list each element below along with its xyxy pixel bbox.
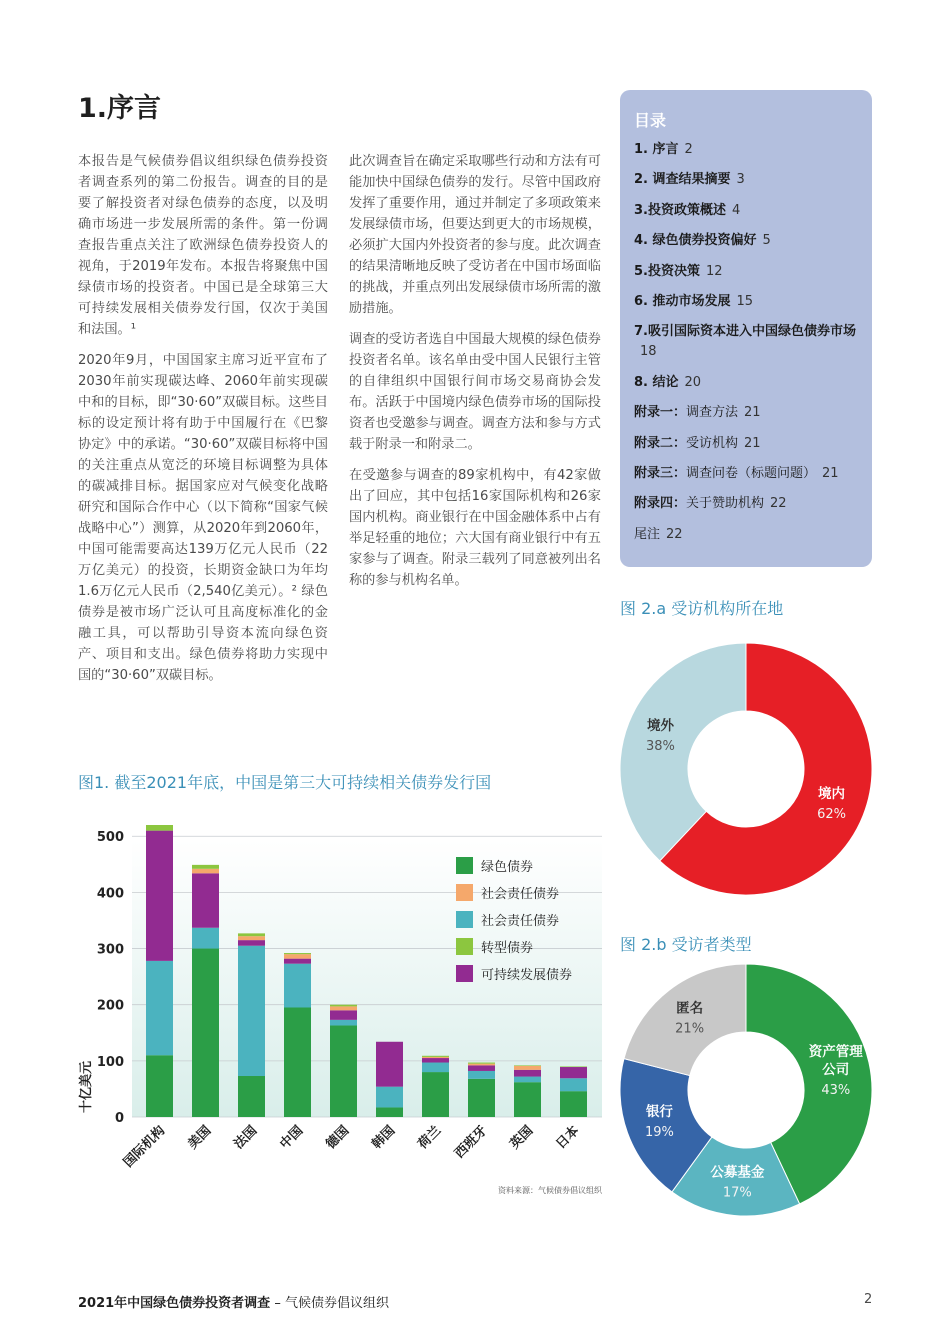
toc-item-sublabel: 受访机构 [686,435,739,451]
y-tick-label: 300 [96,942,124,958]
paragraph: 2020年9月，中国国家主席习近平宣布了2030年前实现碳达峰、2060年前实现碳中和的目标，即“30·60”双碳目标。这些目标的设定预计将有助于中国履行在《巴黎协定》中的承诺。“30·60”双碳目标将中国的关注重点从宽泛的环境目标调整为具体的碳减排目标。据国家应对气候变化战略研究和国际合作中心（以下简称“国家气候战略中心”）测算，从2020年到2060年，中国可能需要高达139万亿元人民币（22万亿美元）的投资，长期资金缺口为年均1.6万亿元人民币（2,540亿美元）。² 绿色债券是被市场广泛认可且高度标准化的金融工具，可以帮助引导资本流向绿色资产、项目和支出。绿色债券将助力实现中国的“30·60”双碳目标。 [78,353,328,683]
footer-report-name: 2021年中国绿色债券投资者调查 [78,1296,271,1311]
bar-segment [514,1082,541,1117]
legend-label: 社会责任债券 [481,887,560,902]
toc-item-page: 22 [770,496,787,512]
toc-item[interactable] [634,201,866,221]
toc-item-label: 附录二： [634,435,687,451]
y-tick-label: 500 [96,830,124,846]
x-tick-label: 日本 [553,1123,583,1153]
donut-slice [624,964,746,1076]
legend-swatch [456,911,473,928]
bar-segment [514,1070,541,1077]
slice-percent: 17% [722,1185,752,1201]
x-tick-label: 德国 [323,1123,353,1153]
toc-title: 目录 [634,111,667,130]
bar-segment [284,1008,311,1118]
bar-segment [238,946,265,1076]
toc-item-page: 15 [736,293,754,309]
bar-segment [284,964,311,1008]
legend-swatch [456,965,473,982]
toc-item-label: 8. 结论 [634,374,679,390]
bar-segment [330,1010,357,1020]
toc-item-sublabel: 调查方法 [686,405,739,421]
bar-segment [330,1006,357,1010]
toc-item[interactable] [634,373,866,393]
x-tick-label: 韩国 [369,1123,399,1153]
toc-item-label: 附录三： [634,465,687,481]
paragraph: 调查的受访者选自中国最大规模的绿色债券投资者名单。该名单由受中国人民银行主管的自律组织中国银行间市场交易商协会发布。活跃于中国境内绿色债券市场的国际投资者也受邀参与调查。调查方法和参与方式载于附录一和附录二。 [349,332,601,452]
bar-segment [560,1067,587,1078]
x-tick-label: 美国 [185,1123,215,1153]
bar-segment [468,1071,495,1079]
y-axis-label: 十亿美元 [79,1060,94,1114]
toc-item[interactable] [634,525,866,545]
bar-chart [70,815,610,1200]
toc-item[interactable] [634,170,866,190]
bar-segment [146,825,173,831]
toc-list [634,140,866,555]
paragraph: 此次调查旨在确定采取哪些行动和方法有可能加快中国绿色债券的发行。尽管中国政府发挥了重要作用，通过并制定了多项政策来发展绿债市场，但要达到更大的市场规模，必须扩大国内外投资者的参与度。此次调查的结果清晰地反映了受访者在中国市场面临的挑战，并重点列出发展绿债市场所需的激励措施。 [349,154,601,316]
bar-segment [422,1063,449,1073]
slice-label: 匿名 [676,1000,704,1017]
toc-item-page: 22 [666,526,683,542]
toc-item[interactable] [634,434,866,454]
bar-segment [514,1066,541,1070]
bar-segment [146,831,173,961]
slice-label: 境外 [646,718,674,735]
toc-item-sublabel: 尾注 [634,526,661,542]
toc-item[interactable] [634,262,866,282]
bar-segment [376,1042,403,1087]
toc-item-label: 4. 绿色债券投资偏好 [634,233,757,249]
bar-segment [330,1025,357,1117]
slice-label: 公司 [822,1061,850,1078]
legend-label: 绿色债券 [481,860,534,875]
slice-label: 境内 [818,785,846,802]
bar-segment [238,940,265,946]
toc-item-sublabel: 关于赞助机构 [686,496,765,512]
bar-segment [468,1063,495,1064]
toc-item-page: 2 [684,142,693,157]
slice-label: 资产管理 [808,1043,863,1060]
x-tick-label: 中国 [277,1123,307,1153]
toc-item-page: 12 [705,263,723,279]
bar-segment [238,1076,265,1117]
bar-segment [192,865,219,869]
paragraph: 在受邀参与调查的89家机构中，有42家做出了回应，其中包括16家国际机构和26家国内机构。商业银行在中国金融体系中占有举足轻重的地位；六大国有商业银行中有五家参与了调查。附录三载列了同意被列出名称的参与机构名单。 [349,468,601,588]
footer-org: – 气候债券倡议组织 [270,1296,389,1311]
toc-item-label: 3.投资政策概述 [634,202,726,218]
toc-item[interactable] [634,140,866,160]
donut-chart-respondent-type [612,960,882,1230]
y-tick-label: 100 [96,1054,124,1070]
slice-label: 公募基金 [710,1164,765,1181]
bar-segment [330,1005,357,1007]
bar-segment [560,1066,587,1067]
slice-percent: 62% [817,806,846,822]
bar-segment [238,936,265,940]
toc-item-label: 5.投资决策 [634,263,700,279]
toc-item-page: 20 [684,374,702,390]
toc-item-page: 21 [822,465,839,481]
bar-segment [192,873,219,927]
intro-column-1 [78,151,328,696]
page-title: 1.序言 [78,93,162,124]
page-number: 2 [864,1292,873,1307]
toc-item-label: 附录一： [634,405,687,421]
bar-segment [468,1064,495,1066]
bar-segment [422,1057,449,1058]
slice-percent: 21% [675,1021,705,1037]
toc-item-page: 3 [736,172,745,188]
bar-segment [468,1079,495,1117]
fig1-title: 图1. 截至2021年底，中国是第三大可持续相关债券发行国 [78,773,492,792]
fig2b-title: 图 2.b 受访者类型 [620,935,752,954]
bar-segment [422,1072,449,1117]
toc-item-page: 18 [640,344,657,360]
toc-item[interactable] [634,292,866,312]
toc-item-label: 6. 推动市场发展 [634,293,731,309]
toc-item-page: 21 [744,405,761,421]
y-tick-label: 200 [96,998,124,1014]
legend-label: 可持续发展债券 [481,968,573,983]
toc-item-page: 21 [744,435,761,451]
bar-segment [192,869,219,873]
toc-item[interactable] [634,322,866,362]
bar-segment [560,1091,587,1117]
bar-segment [238,933,265,936]
legend-swatch [456,938,473,955]
y-tick-label: 0 [114,1111,124,1126]
bar-segment [192,949,219,1117]
source-note: 资料来源：气候债券倡议组织 [498,1186,602,1195]
paragraph: 本报告是气候债券倡议组织绿色债券投资者调查系列的第二份报告。调查的目的是要了解投资者对绿色债券的态度，以及明确市场进一步发展所需的条件。第一份调查报告重点关注了欧洲绿色债券投资人的视角，于2019年发布。本报告将聚焦中国绿债市场的投资者。中国已是全球第三大可持续发展相关债券发行国，仅次于美国和法国。¹ [78,154,328,337]
bar-segment [422,1056,449,1057]
footer-title [78,1292,389,1311]
bar-segment [284,959,311,964]
bar-segment [422,1058,449,1062]
toc-item[interactable] [634,403,866,423]
toc-item-page: 5 [762,233,771,249]
toc-item-label: 附录四： [634,496,687,512]
intro-column-2 [349,151,601,601]
toc-item[interactable] [634,231,866,251]
bar-segment [468,1065,495,1071]
x-tick-label: 西班牙 [452,1123,491,1162]
x-tick-label: 法国 [231,1123,261,1153]
bar-segment [146,961,173,1055]
toc-item-label: 2. 调查结果摘要 [634,172,731,188]
y-tick-label: 400 [96,886,124,902]
table-of-contents [620,90,872,567]
toc-item-sublabel: 调查问卷（标题问题） [686,465,817,481]
legend-label: 社会责任债券 [481,914,560,929]
toc-item[interactable] [634,494,866,514]
legend-swatch [456,884,473,901]
x-tick-label: 荷兰 [415,1123,445,1153]
legend-swatch [456,857,473,874]
slice-percent: 38% [646,739,675,755]
bar-segment [560,1078,587,1091]
bar-segment [192,928,219,949]
legend-label: 转型债券 [481,941,534,956]
fig2a-title: 图 2.a 受访机构所在地 [620,599,784,618]
donut-chart-location [612,635,882,905]
x-tick-label: 英国 [507,1123,537,1153]
bar-segment [284,953,311,954]
toc-item-label: 1. 序言 [634,142,679,157]
toc-item-page: 4 [731,202,741,218]
toc-item-label: 7.吸引国际资本进入中国绿色债券市场 [634,324,856,340]
bar-segment [514,1065,541,1066]
slice-percent: 19% [644,1125,674,1141]
bar-segment [514,1077,541,1083]
slice-percent: 43% [821,1082,851,1098]
bar-segment [284,954,311,958]
toc-item[interactable] [634,464,866,484]
x-tick-label: 国际机构 [120,1123,169,1171]
bar-segment [376,1087,403,1108]
bar-segment [376,1107,403,1117]
bar-segment [146,1055,173,1117]
bar-segment [330,1020,357,1026]
slice-label: 银行 [645,1104,673,1121]
